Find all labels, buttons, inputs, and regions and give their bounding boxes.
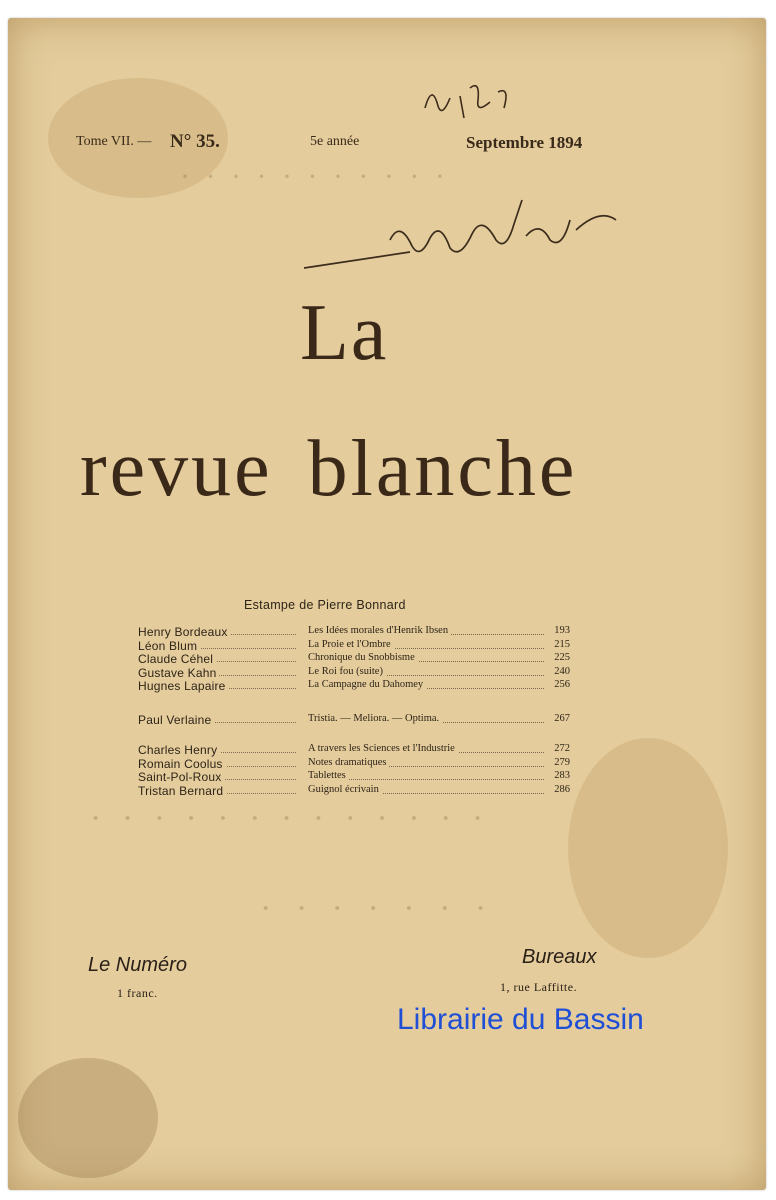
numero-label: Le Numéro (88, 954, 187, 976)
paper-stain (18, 1058, 158, 1178)
toc-group (138, 625, 570, 693)
bureaux-label: Bureaux (522, 946, 597, 968)
toc-row (138, 625, 570, 639)
toc-page: 225 (554, 652, 570, 663)
toc-row (138, 713, 570, 727)
toc-author: Paul Verlaine (138, 713, 214, 727)
toc-row (138, 652, 570, 666)
toc-work: Tablettes (308, 770, 349, 781)
toc-page: 283 (554, 770, 570, 781)
toc-group (138, 743, 570, 797)
estampe-credit: Estampe de Pierre Bonnard (244, 598, 406, 612)
toc-work: Le Roi fou (suite) (308, 666, 386, 677)
toc-author: Léon Blum (138, 639, 200, 653)
toc-author: Hugnes Lapaire (138, 679, 229, 693)
handwritten-signature (300, 190, 630, 280)
toc-author: Claude Céhel (138, 652, 216, 666)
toc-page: 240 (554, 665, 570, 677)
seller-watermark: Librairie du Bassin (397, 1003, 644, 1036)
toc-page: 267 (554, 713, 570, 724)
toc-work: A travers les Sciences et l'Industrie (308, 743, 458, 754)
toc-author: Gustave Kahn (138, 666, 219, 680)
toc-author: Saint-Pol-Roux (138, 770, 225, 784)
paper-stain (568, 738, 728, 958)
toc-page: 272 (554, 743, 570, 754)
toc-row (138, 639, 570, 653)
toc-row (138, 757, 570, 771)
handwritten-annotation (420, 78, 530, 128)
title-la: La (300, 289, 389, 377)
toc-row (138, 770, 570, 784)
show-through-text: · · · · · · · (260, 890, 495, 927)
tome-label: Tome VII. — (76, 134, 152, 149)
toc-page: 193 (554, 625, 570, 636)
show-through-text: · · · · · · · · · · · · · (90, 800, 490, 837)
toc-page: 286 (554, 783, 570, 795)
toc-page: 256 (554, 679, 570, 690)
toc-work: Les Idées morales d'Henrik Ibsen (308, 625, 451, 636)
toc-author: Romain Coolus (138, 757, 226, 771)
toc-author: Charles Henry (138, 743, 220, 757)
toc-work: La Campagne du Dahomey (308, 679, 426, 690)
toc-row (138, 743, 570, 757)
toc-author: Henry Bordeaux (138, 625, 231, 639)
year-label: 5e année (310, 134, 360, 149)
toc-work: La Proie et l'Ombre (308, 639, 394, 650)
toc-work: Chronique du Snobbisme (308, 652, 418, 663)
issue-date: Septembre 1894 (466, 133, 583, 152)
toc-page: 279 (554, 756, 570, 768)
toc-row (138, 666, 570, 680)
office-address: 1, rue Laffitte. (500, 980, 578, 994)
toc-work: Notes dramatiques (308, 757, 389, 768)
toc-row (138, 784, 570, 798)
toc-row (138, 679, 570, 693)
price-label: 1 franc. (117, 986, 158, 1000)
toc-work: Tristia. — Meliora. — Optima. (308, 713, 442, 724)
issue-number: N° 35. (170, 131, 220, 152)
toc-author: Tristan Bernard (138, 784, 226, 798)
toc-work: Guignol écrivain (308, 784, 382, 795)
toc-page: 215 (554, 638, 570, 650)
toc-group (138, 713, 570, 727)
show-through-text: · · · · · · · · · · · (180, 160, 449, 193)
title-revue-blanche: revue blanche (80, 425, 578, 513)
